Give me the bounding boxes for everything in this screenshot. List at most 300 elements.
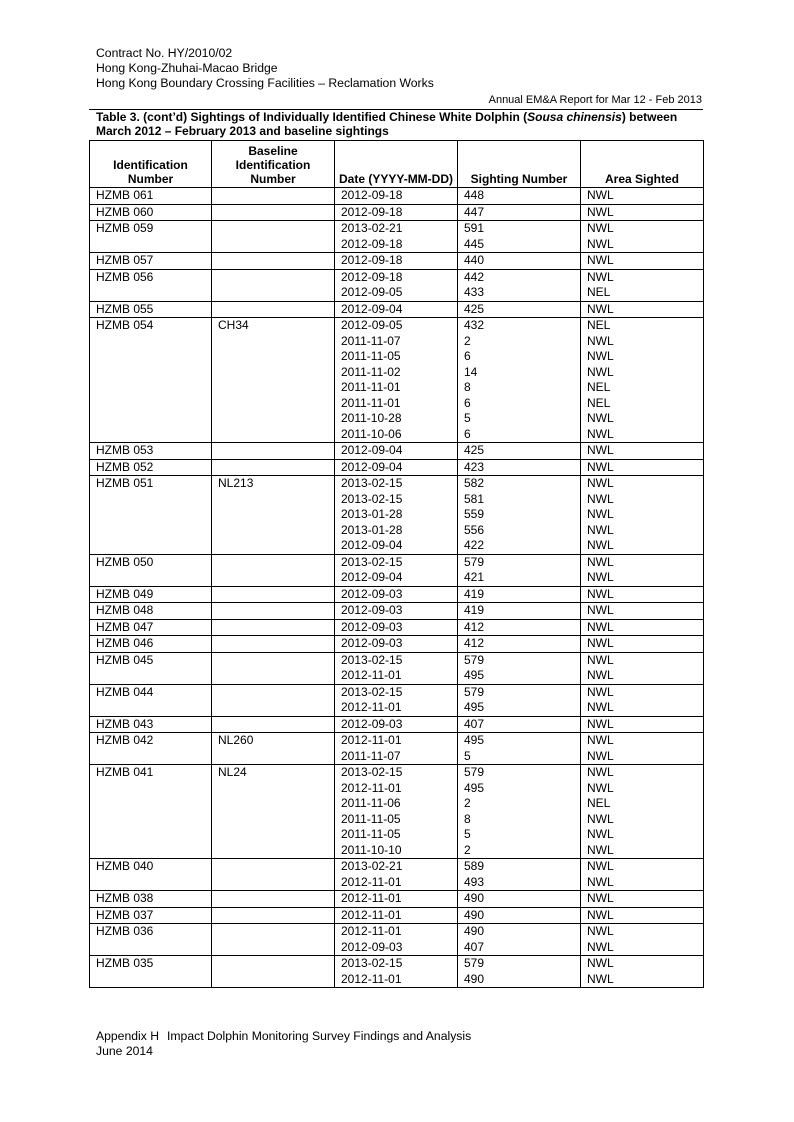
baseline-cell (212, 700, 335, 716)
area-cell: NWL (581, 586, 704, 603)
baseline-cell (212, 380, 335, 396)
id-cell (90, 700, 212, 716)
date-cell: 2012-09-03 (335, 619, 458, 636)
sighting-cell: 5 (458, 411, 581, 427)
sighting-cell: 425 (458, 443, 581, 460)
date-cell: 2013-01-28 (335, 507, 458, 523)
area-cell: NWL (581, 827, 704, 843)
sighting-cell: 6 (458, 349, 581, 365)
sighting-cell: 581 (458, 492, 581, 508)
baseline-cell (212, 204, 335, 221)
table-row (90, 586, 704, 603)
area-cell: NWL (581, 443, 704, 460)
baseline-cell (212, 891, 335, 908)
date-cell: 2012-11-01 (335, 668, 458, 684)
baseline-cell (212, 443, 335, 460)
area-cell: NWL (581, 781, 704, 797)
sighting-cell: 432 (458, 318, 581, 334)
id-cell (90, 843, 212, 859)
sighting-cell: 407 (458, 940, 581, 956)
date-cell: 2012-09-04 (335, 459, 458, 476)
date-cell: 2012-09-05 (335, 285, 458, 301)
id-cell (90, 796, 212, 812)
date-cell: 2013-02-21 (335, 859, 458, 875)
date-cell: 2013-02-15 (335, 956, 458, 972)
id-cell (90, 827, 212, 843)
table-row (90, 781, 704, 797)
area-cell: NWL (581, 619, 704, 636)
baseline-cell (212, 459, 335, 476)
date-cell: 2011-10-06 (335, 427, 458, 443)
id-cell (90, 972, 212, 988)
date-cell: 2012-11-01 (335, 924, 458, 940)
baseline-cell: NL260 (212, 733, 335, 749)
date-cell: 2011-11-07 (335, 334, 458, 350)
id-cell: HZMB 038 (90, 891, 212, 908)
table-row (90, 285, 704, 301)
baseline-cell (212, 507, 335, 523)
date-cell: 2011-11-02 (335, 365, 458, 381)
area-cell: NWL (581, 507, 704, 523)
table-row (90, 859, 704, 875)
baseline-cell (212, 349, 335, 365)
id-cell: HZMB 047 (90, 619, 212, 636)
id-cell (90, 538, 212, 554)
date-cell: 2013-02-15 (335, 554, 458, 570)
area-cell: NWL (581, 334, 704, 350)
id-cell (90, 396, 212, 412)
table-row (90, 443, 704, 460)
id-cell: HZMB 037 (90, 907, 212, 924)
id-cell (90, 523, 212, 539)
sighting-cell: 490 (458, 924, 581, 940)
sighting-cell: 412 (458, 636, 581, 653)
col-header-area: Area Sighted (581, 141, 704, 188)
id-cell: HZMB 042 (90, 733, 212, 749)
id-cell: HZMB 053 (90, 443, 212, 460)
date-cell: 2012-11-01 (335, 907, 458, 924)
baseline-cell (212, 396, 335, 412)
sighting-cell: 2 (458, 843, 581, 859)
id-cell: HZMB 046 (90, 636, 212, 653)
sightings-table (89, 140, 704, 988)
id-cell (90, 411, 212, 427)
baseline-cell (212, 796, 335, 812)
date-cell: 2012-09-03 (335, 636, 458, 653)
area-cell: NWL (581, 940, 704, 956)
baseline-cell (212, 684, 335, 700)
table-row (90, 507, 704, 523)
baseline-cell (212, 781, 335, 797)
area-cell: NWL (581, 301, 704, 318)
footer-date: June 2014 (96, 1044, 153, 1058)
sighting-cell: 442 (458, 269, 581, 285)
area-cell: NWL (581, 365, 704, 381)
id-cell (90, 812, 212, 828)
sighting-cell: 579 (458, 684, 581, 700)
area-cell: NWL (581, 843, 704, 859)
date-cell: 2011-11-07 (335, 749, 458, 765)
area-cell: NEL (581, 318, 704, 334)
date-cell: 2012-11-01 (335, 700, 458, 716)
baseline-cell (212, 924, 335, 940)
id-cell: HZMB 044 (90, 684, 212, 700)
sighting-cell: 579 (458, 765, 581, 781)
area-cell: NWL (581, 875, 704, 891)
date-cell: 2013-02-15 (335, 684, 458, 700)
date-cell: 2011-10-10 (335, 843, 458, 859)
area-cell: NWL (581, 749, 704, 765)
page-footer (96, 1029, 471, 1059)
id-cell: HZMB 050 (90, 554, 212, 570)
area-cell: NWL (581, 765, 704, 781)
baseline-cell (212, 334, 335, 350)
id-cell (90, 237, 212, 253)
date-cell: 2012-09-18 (335, 253, 458, 270)
id-cell: HZMB 040 (90, 859, 212, 875)
id-cell: HZMB 041 (90, 765, 212, 781)
id-cell: HZMB 059 (90, 221, 212, 237)
id-cell (90, 349, 212, 365)
area-cell: NWL (581, 907, 704, 924)
table-row (90, 188, 704, 205)
date-cell: 2012-11-01 (335, 781, 458, 797)
id-cell (90, 781, 212, 797)
date-cell: 2012-09-18 (335, 204, 458, 221)
area-cell: NWL (581, 652, 704, 668)
date-cell: 2011-10-28 (335, 411, 458, 427)
date-cell: 2012-09-03 (335, 940, 458, 956)
baseline-cell (212, 603, 335, 620)
baseline-cell (212, 636, 335, 653)
id-cell: HZMB 052 (90, 459, 212, 476)
date-cell: 2013-01-28 (335, 523, 458, 539)
table-row (90, 204, 704, 221)
baseline-cell (212, 221, 335, 237)
id-cell: HZMB 056 (90, 269, 212, 285)
table-row (90, 652, 704, 668)
caption-text-1: Table 3. (cont’d) Sightings of Individually Identified Chinese White Dolphin ( (96, 110, 528, 124)
table-row (90, 411, 704, 427)
baseline-cell (212, 859, 335, 875)
id-cell: HZMB 057 (90, 253, 212, 270)
caption-text-2: ) between March 2012 – February 2013 and baseline sightings (96, 110, 678, 138)
sighting-cell: 2 (458, 796, 581, 812)
table-row (90, 603, 704, 620)
sighting-cell: 6 (458, 427, 581, 443)
area-cell: NWL (581, 668, 704, 684)
baseline-cell (212, 285, 335, 301)
area-cell: NWL (581, 221, 704, 237)
table-row (90, 733, 704, 749)
area-cell: NWL (581, 411, 704, 427)
area-cell: NWL (581, 733, 704, 749)
table-row (90, 459, 704, 476)
table-body (90, 188, 704, 988)
area-cell: NEL (581, 396, 704, 412)
baseline-cell (212, 875, 335, 891)
project-name: Hong Kong-Zhuhai-Macao Bridge (96, 61, 278, 75)
area-cell: NWL (581, 570, 704, 586)
baseline-cell (212, 749, 335, 765)
id-cell: HZMB 036 (90, 924, 212, 940)
table-row (90, 972, 704, 988)
area-cell: NWL (581, 204, 704, 221)
date-cell: 2012-09-18 (335, 188, 458, 205)
date-cell: 2012-09-03 (335, 586, 458, 603)
area-cell: NEL (581, 380, 704, 396)
sighting-cell: 591 (458, 221, 581, 237)
table-row (90, 812, 704, 828)
sighting-cell: 421 (458, 570, 581, 586)
id-cell: HZMB 061 (90, 188, 212, 205)
date-cell: 2013-02-15 (335, 652, 458, 668)
sighting-cell: 445 (458, 237, 581, 253)
table-row (90, 554, 704, 570)
table-row (90, 924, 704, 940)
area-cell: NWL (581, 253, 704, 270)
area-cell: NWL (581, 349, 704, 365)
baseline-cell (212, 492, 335, 508)
baseline-cell (212, 843, 335, 859)
id-cell: HZMB 045 (90, 652, 212, 668)
area-cell: NWL (581, 538, 704, 554)
footer-appendix: Appendix H (96, 1029, 160, 1043)
sighting-cell: 407 (458, 716, 581, 733)
date-cell: 2011-11-05 (335, 349, 458, 365)
footer-title: Impact Dolphin Monitoring Survey Findings and Analysis (167, 1029, 472, 1043)
table-row (90, 396, 704, 412)
area-cell: NWL (581, 716, 704, 733)
baseline-cell: NL213 (212, 476, 335, 492)
table-row (90, 427, 704, 443)
table-row (90, 523, 704, 539)
id-cell: HZMB 060 (90, 204, 212, 221)
id-cell (90, 334, 212, 350)
sighting-cell: 419 (458, 586, 581, 603)
sighting-cell: 6 (458, 396, 581, 412)
baseline-cell (212, 538, 335, 554)
report-title: Annual EM&A Report for Mar 12 - Feb 2013 (488, 94, 702, 106)
date-cell: 2013-02-15 (335, 765, 458, 781)
sighting-cell: 559 (458, 507, 581, 523)
table-row (90, 668, 704, 684)
table-row (90, 570, 704, 586)
id-cell: HZMB 035 (90, 956, 212, 972)
area-cell: NWL (581, 972, 704, 988)
id-cell (90, 380, 212, 396)
date-cell: 2012-09-04 (335, 443, 458, 460)
table-row (90, 619, 704, 636)
area-cell: NWL (581, 554, 704, 570)
col-header-sighting: Sighting Number (458, 141, 581, 188)
table-row (90, 796, 704, 812)
sighting-cell: 447 (458, 204, 581, 221)
table-row (90, 380, 704, 396)
area-cell: NWL (581, 188, 704, 205)
date-cell: 2012-11-01 (335, 875, 458, 891)
sighting-cell: 579 (458, 554, 581, 570)
table-row (90, 318, 704, 334)
page-header (96, 46, 434, 91)
area-cell: NWL (581, 956, 704, 972)
date-cell: 2012-09-04 (335, 538, 458, 554)
sighting-cell: 579 (458, 652, 581, 668)
area-cell: NWL (581, 924, 704, 940)
baseline-cell: CH34 (212, 318, 335, 334)
area-cell: NWL (581, 492, 704, 508)
sighting-cell: 440 (458, 253, 581, 270)
baseline-cell (212, 570, 335, 586)
sighting-cell: 495 (458, 733, 581, 749)
baseline-cell (212, 411, 335, 427)
table-row (90, 365, 704, 381)
date-cell: 2011-11-05 (335, 827, 458, 843)
table-row (90, 221, 704, 237)
table-row (90, 538, 704, 554)
table-row (90, 843, 704, 859)
id-cell (90, 427, 212, 443)
baseline-cell (212, 269, 335, 285)
area-cell: NWL (581, 684, 704, 700)
table-row (90, 301, 704, 318)
table-row (90, 684, 704, 700)
col-header-identification: Identification Number (90, 141, 212, 188)
sighting-cell: 8 (458, 812, 581, 828)
id-cell (90, 668, 212, 684)
baseline-cell (212, 253, 335, 270)
area-cell: NWL (581, 603, 704, 620)
area-cell: NEL (581, 285, 704, 301)
sighting-cell: 495 (458, 668, 581, 684)
baseline-cell (212, 652, 335, 668)
area-cell: NEL (581, 796, 704, 812)
id-cell (90, 285, 212, 301)
id-cell: HZMB 048 (90, 603, 212, 620)
baseline-cell (212, 554, 335, 570)
sighting-cell: 433 (458, 285, 581, 301)
table-row (90, 349, 704, 365)
sighting-cell: 448 (458, 188, 581, 205)
table-row (90, 334, 704, 350)
sighting-cell: 5 (458, 749, 581, 765)
table-row (90, 476, 704, 492)
table-row (90, 765, 704, 781)
id-cell: HZMB 043 (90, 716, 212, 733)
table-row (90, 875, 704, 891)
baseline-cell (212, 237, 335, 253)
id-cell: HZMB 051 (90, 476, 212, 492)
area-cell: NWL (581, 237, 704, 253)
baseline-cell (212, 907, 335, 924)
id-cell: HZMB 055 (90, 301, 212, 318)
table-row (90, 492, 704, 508)
sighting-cell: 556 (458, 523, 581, 539)
baseline-cell (212, 365, 335, 381)
sighting-cell: 589 (458, 859, 581, 875)
date-cell: 2012-11-01 (335, 733, 458, 749)
sighting-cell: 412 (458, 619, 581, 636)
sighting-cell: 2 (458, 334, 581, 350)
baseline-cell (212, 827, 335, 843)
baseline-cell (212, 301, 335, 318)
date-cell: 2012-09-04 (335, 570, 458, 586)
baseline-cell (212, 586, 335, 603)
date-cell: 2013-02-15 (335, 476, 458, 492)
baseline-cell (212, 716, 335, 733)
id-cell: HZMB 049 (90, 586, 212, 603)
baseline-cell (212, 427, 335, 443)
sighting-cell: 495 (458, 781, 581, 797)
date-cell: 2012-09-03 (335, 716, 458, 733)
area-cell: NWL (581, 427, 704, 443)
sighting-cell: 490 (458, 907, 581, 924)
area-cell: NWL (581, 459, 704, 476)
baseline-cell (212, 188, 335, 205)
id-cell (90, 940, 212, 956)
area-cell: NWL (581, 476, 704, 492)
baseline-cell (212, 668, 335, 684)
area-cell: NWL (581, 859, 704, 875)
sighting-cell: 8 (458, 380, 581, 396)
sighting-cell: 422 (458, 538, 581, 554)
sighting-cell: 579 (458, 956, 581, 972)
id-cell (90, 570, 212, 586)
table-row (90, 749, 704, 765)
sighting-cell: 493 (458, 875, 581, 891)
id-cell: HZMB 054 (90, 318, 212, 334)
sighting-cell: 5 (458, 827, 581, 843)
baseline-cell (212, 619, 335, 636)
baseline-cell (212, 972, 335, 988)
table-row (90, 907, 704, 924)
contract-number: Contract No. HY/2010/02 (96, 46, 233, 60)
date-cell: 2012-09-03 (335, 603, 458, 620)
table-row (90, 827, 704, 843)
works-name: Hong Kong Boundary Crossing Facilities – Reclamation Works (96, 76, 434, 90)
area-cell: NWL (581, 269, 704, 285)
sighting-cell: 495 (458, 700, 581, 716)
baseline-cell: NL24 (212, 765, 335, 781)
sighting-cell: 490 (458, 891, 581, 908)
baseline-cell (212, 523, 335, 539)
id-cell (90, 749, 212, 765)
area-cell: NWL (581, 636, 704, 653)
date-cell: 2012-09-04 (335, 301, 458, 318)
date-cell: 2012-09-18 (335, 237, 458, 253)
table-row (90, 891, 704, 908)
baseline-cell (212, 812, 335, 828)
date-cell: 2011-11-01 (335, 380, 458, 396)
sighting-cell: 423 (458, 459, 581, 476)
date-cell: 2012-11-01 (335, 891, 458, 908)
area-cell: NWL (581, 812, 704, 828)
date-cell: 2013-02-15 (335, 492, 458, 508)
date-cell: 2012-09-18 (335, 269, 458, 285)
baseline-cell (212, 956, 335, 972)
baseline-cell (212, 940, 335, 956)
sighting-cell: 582 (458, 476, 581, 492)
id-cell (90, 492, 212, 508)
id-cell (90, 507, 212, 523)
col-header-date: Date (YYYY-MM-DD) (335, 141, 458, 188)
table-row (90, 237, 704, 253)
area-cell: NWL (581, 523, 704, 539)
date-cell: 2011-11-01 (335, 396, 458, 412)
date-cell: 2012-09-05 (335, 318, 458, 334)
date-cell: 2011-11-05 (335, 812, 458, 828)
caption-species: Sousa chinensis (527, 110, 622, 124)
